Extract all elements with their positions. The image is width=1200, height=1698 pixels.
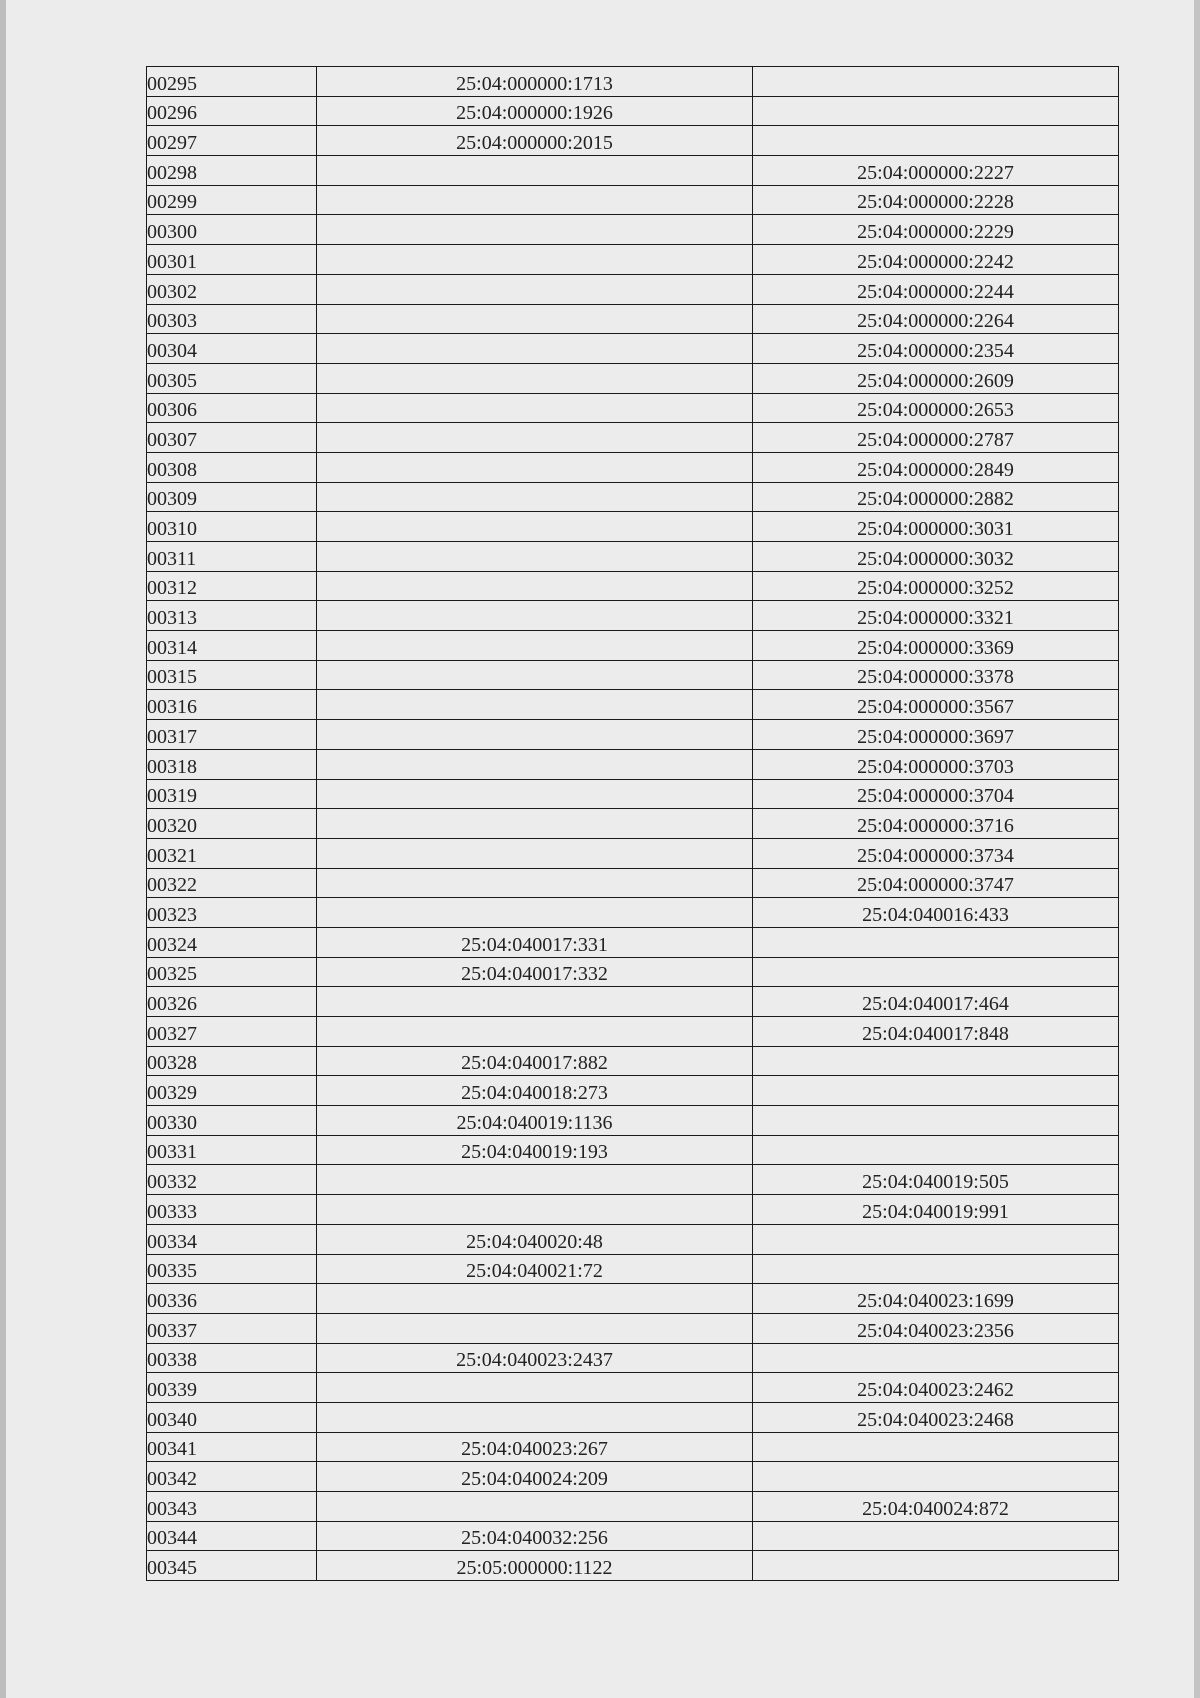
cadastral-number-cell-a	[317, 720, 753, 750]
cadastral-number-cell-a: 25:04:040020:48	[317, 1224, 753, 1254]
cadastral-number-cell-b	[753, 67, 1119, 97]
cadastral-number-cell-a: 25:04:000000:2015	[317, 126, 753, 156]
cadastral-number-cell-b	[753, 1343, 1119, 1373]
cadastral-number-cell-a	[317, 245, 753, 275]
cadastral-number-cell-b	[753, 1254, 1119, 1284]
table-row	[147, 957, 1119, 987]
table-row	[147, 1343, 1119, 1373]
row-number-cell: 00306	[147, 393, 317, 423]
cadastral-number-cell-b: 25:04:000000:3747	[753, 868, 1119, 898]
row-number-cell: 00345	[147, 1551, 317, 1581]
table-row	[147, 1017, 1119, 1047]
cadastral-number-cell-b	[753, 1076, 1119, 1106]
table-row	[147, 126, 1119, 156]
cadastral-number-cell-b: 25:04:000000:3703	[753, 749, 1119, 779]
table-row	[147, 571, 1119, 601]
cadastral-number-cell-b	[753, 1046, 1119, 1076]
row-number-cell: 00303	[147, 304, 317, 334]
row-number-cell: 00299	[147, 185, 317, 215]
cadastral-number-cell-a	[317, 631, 753, 661]
cadastral-number-cell-b: 25:04:000000:3704	[753, 779, 1119, 809]
cadastral-number-cell-b	[753, 1462, 1119, 1492]
cadastral-number-cell-a: 25:04:040017:882	[317, 1046, 753, 1076]
cadastral-number-cell-a	[317, 423, 753, 453]
cadastral-number-cell-b: 25:04:040024:872	[753, 1492, 1119, 1522]
table-row	[147, 1432, 1119, 1462]
row-number-cell: 00328	[147, 1046, 317, 1076]
row-number-cell: 00298	[147, 156, 317, 186]
row-number-cell: 00319	[147, 779, 317, 809]
cadastral-number-cell-a: 25:04:040018:273	[317, 1076, 753, 1106]
table-row	[147, 1313, 1119, 1343]
cadastral-number-cell-b	[753, 96, 1119, 126]
table-row	[147, 304, 1119, 334]
cadastral-number-cell-b: 25:04:040019:991	[753, 1195, 1119, 1225]
row-number-cell: 00334	[147, 1224, 317, 1254]
row-number-cell: 00310	[147, 512, 317, 542]
cadastral-number-cell-a	[317, 1492, 753, 1522]
row-number-cell: 00313	[147, 601, 317, 631]
table-row	[147, 1076, 1119, 1106]
cadastral-number-cell-a	[317, 749, 753, 779]
table-row	[147, 1521, 1119, 1551]
row-number-cell: 00312	[147, 571, 317, 601]
cadastral-number-cell-a	[317, 156, 753, 186]
cadastral-number-cell-a	[317, 660, 753, 690]
row-number-cell: 00304	[147, 334, 317, 364]
cadastral-number-cell-b	[753, 1521, 1119, 1551]
row-number-cell: 00340	[147, 1402, 317, 1432]
cadastral-number-cell-b: 25:04:000000:2354	[753, 334, 1119, 364]
row-number-cell: 00305	[147, 363, 317, 393]
cadastral-number-cell-a: 25:04:040032:256	[317, 1521, 753, 1551]
row-number-cell: 00297	[147, 126, 317, 156]
table-row	[147, 927, 1119, 957]
row-number-cell: 00308	[147, 452, 317, 482]
cadastral-number-cell-a	[317, 1165, 753, 1195]
cadastral-number-cell-b: 25:04:000000:2882	[753, 482, 1119, 512]
row-number-cell: 00324	[147, 927, 317, 957]
cadastral-number-cell-a	[317, 809, 753, 839]
row-number-cell: 00327	[147, 1017, 317, 1047]
table-row	[147, 1195, 1119, 1225]
row-number-cell: 00332	[147, 1165, 317, 1195]
cadastral-number-cell-b: 25:04:000000:2242	[753, 245, 1119, 275]
table-row	[147, 898, 1119, 928]
cadastral-number-cell-a: 25:04:000000:1926	[317, 96, 753, 126]
table-row	[147, 1373, 1119, 1403]
cadastral-number-cell-b: 25:04:000000:3697	[753, 720, 1119, 750]
table-row	[147, 334, 1119, 364]
cadastral-number-table	[146, 66, 1119, 1581]
cadastral-number-cell-a	[317, 838, 753, 868]
table-row	[147, 1224, 1119, 1254]
cadastral-number-cell-a: 25:04:040017:331	[317, 927, 753, 957]
cadastral-number-cell-b: 25:04:000000:2849	[753, 452, 1119, 482]
cadastral-number-cell-a	[317, 393, 753, 423]
row-number-cell: 00316	[147, 690, 317, 720]
cadastral-number-cell-b: 25:04:000000:3567	[753, 690, 1119, 720]
cadastral-number-cell-a	[317, 571, 753, 601]
cadastral-number-cell-b	[753, 1432, 1119, 1462]
row-number-cell: 00341	[147, 1432, 317, 1462]
table-row	[147, 987, 1119, 1017]
table-row	[147, 690, 1119, 720]
cadastral-number-cell-a: 25:04:040021:72	[317, 1254, 753, 1284]
table-row	[147, 1462, 1119, 1492]
table-row	[147, 1165, 1119, 1195]
row-number-cell: 00314	[147, 631, 317, 661]
row-number-cell: 00337	[147, 1313, 317, 1343]
cadastral-number-cell-a	[317, 690, 753, 720]
table-row	[147, 156, 1119, 186]
cadastral-number-cell-a: 25:04:040019:1136	[317, 1106, 753, 1136]
cadastral-number-cell-b: 25:04:000000:2264	[753, 304, 1119, 334]
cadastral-number-cell-b	[753, 1106, 1119, 1136]
table-row	[147, 245, 1119, 275]
cadastral-number-cell-b: 25:04:040019:505	[753, 1165, 1119, 1195]
cadastral-number-cell-b	[753, 1224, 1119, 1254]
cadastral-number-cell-a	[317, 512, 753, 542]
cadastral-number-cell-b: 25:04:000000:3378	[753, 660, 1119, 690]
table-row	[147, 1284, 1119, 1314]
cadastral-number-cell-b: 25:04:000000:2609	[753, 363, 1119, 393]
table-row	[147, 215, 1119, 245]
cadastral-number-cell-a: 25:04:040019:193	[317, 1135, 753, 1165]
cadastral-number-cell-b: 25:04:000000:3716	[753, 809, 1119, 839]
cadastral-number-cell-b	[753, 1551, 1119, 1581]
cadastral-number-cell-a: 25:04:040023:267	[317, 1432, 753, 1462]
cadastral-number-cell-b: 25:04:000000:3369	[753, 631, 1119, 661]
table-row	[147, 631, 1119, 661]
table-row	[147, 660, 1119, 690]
cadastral-number-cell-b: 25:04:040017:848	[753, 1017, 1119, 1047]
cadastral-number-cell-b: 25:04:000000:3031	[753, 512, 1119, 542]
table-row	[147, 274, 1119, 304]
table-row	[147, 720, 1119, 750]
table-row	[147, 809, 1119, 839]
table-row	[147, 868, 1119, 898]
row-number-cell: 00339	[147, 1373, 317, 1403]
cadastral-number-cell-a	[317, 1195, 753, 1225]
row-number-cell: 00335	[147, 1254, 317, 1284]
cadastral-number-cell-a	[317, 601, 753, 631]
scan-edge-right	[1194, 0, 1200, 1698]
table-row	[147, 1254, 1119, 1284]
row-number-cell: 00307	[147, 423, 317, 453]
cadastral-number-cell-b: 25:04:040023:2356	[753, 1313, 1119, 1343]
cadastral-number-cell-a	[317, 363, 753, 393]
cadastral-number-cell-a	[317, 1373, 753, 1403]
row-number-cell: 00320	[147, 809, 317, 839]
cadastral-number-cell-b: 25:04:000000:3032	[753, 542, 1119, 572]
cadastral-number-cell-b: 25:04:000000:3734	[753, 838, 1119, 868]
cadastral-number-cell-a: 25:05:000000:1122	[317, 1551, 753, 1581]
table-row	[147, 1551, 1119, 1581]
cadastral-number-cell-b	[753, 957, 1119, 987]
cadastral-number-cell-a	[317, 779, 753, 809]
table-row	[147, 1135, 1119, 1165]
row-number-cell: 00300	[147, 215, 317, 245]
row-number-cell: 00295	[147, 67, 317, 97]
row-number-cell: 00329	[147, 1076, 317, 1106]
row-number-cell: 00343	[147, 1492, 317, 1522]
row-number-cell: 00317	[147, 720, 317, 750]
cadastral-number-cell-a	[317, 1284, 753, 1314]
cadastral-number-cell-a: 25:04:040017:332	[317, 957, 753, 987]
table-row	[147, 542, 1119, 572]
row-number-cell: 00333	[147, 1195, 317, 1225]
table-row	[147, 838, 1119, 868]
table-row	[147, 749, 1119, 779]
cadastral-number-cell-a	[317, 215, 753, 245]
row-number-cell: 00336	[147, 1284, 317, 1314]
cadastral-number-cell-b: 25:04:000000:2228	[753, 185, 1119, 215]
row-number-cell: 00309	[147, 482, 317, 512]
cadastral-number-cell-a	[317, 1313, 753, 1343]
table-row	[147, 363, 1119, 393]
row-number-cell: 00302	[147, 274, 317, 304]
table-row	[147, 1492, 1119, 1522]
cadastral-number-cell-a	[317, 542, 753, 572]
cadastral-number-cell-a	[317, 482, 753, 512]
cadastral-number-cell-b: 25:04:000000:3252	[753, 571, 1119, 601]
row-number-cell: 00342	[147, 1462, 317, 1492]
cadastral-number-cell-b: 25:04:040016:433	[753, 898, 1119, 928]
cadastral-number-cell-a	[317, 274, 753, 304]
cadastral-number-cell-a	[317, 868, 753, 898]
table-row	[147, 423, 1119, 453]
table-row	[147, 1046, 1119, 1076]
table-row	[147, 1402, 1119, 1432]
table-row	[147, 512, 1119, 542]
table-row	[147, 185, 1119, 215]
cadastral-number-cell-a	[317, 452, 753, 482]
row-number-cell: 00311	[147, 542, 317, 572]
cadastral-number-cell-a	[317, 1017, 753, 1047]
cadastral-number-cell-a	[317, 304, 753, 334]
cadastral-number-cell-b: 25:04:040023:1699	[753, 1284, 1119, 1314]
cadastral-number-cell-a: 25:04:000000:1713	[317, 67, 753, 97]
cadastral-number-cell-a	[317, 898, 753, 928]
cadastral-number-cell-b: 25:04:000000:2787	[753, 423, 1119, 453]
document-page	[6, 0, 1194, 1698]
row-number-cell: 00323	[147, 898, 317, 928]
row-number-cell: 00321	[147, 838, 317, 868]
cadastral-number-cell-b: 25:04:000000:2229	[753, 215, 1119, 245]
table-row	[147, 482, 1119, 512]
cadastral-number-cell-b	[753, 927, 1119, 957]
cadastral-number-cell-b	[753, 126, 1119, 156]
cadastral-number-cell-b: 25:04:000000:2653	[753, 393, 1119, 423]
cadastral-number-cell-a	[317, 1402, 753, 1432]
table-row	[147, 96, 1119, 126]
cadastral-number-cell-b: 25:04:040017:464	[753, 987, 1119, 1017]
cadastral-number-cell-a	[317, 987, 753, 1017]
cadastral-number-cell-a	[317, 185, 753, 215]
cadastral-number-cell-b: 25:04:040023:2462	[753, 1373, 1119, 1403]
table-row	[147, 779, 1119, 809]
table-body	[147, 67, 1119, 1581]
cadastral-number-cell-a: 25:04:040023:2437	[317, 1343, 753, 1373]
row-number-cell: 00318	[147, 749, 317, 779]
row-number-cell: 00331	[147, 1135, 317, 1165]
cadastral-number-cell-a	[317, 334, 753, 364]
cadastral-number-cell-b: 25:04:000000:3321	[753, 601, 1119, 631]
cadastral-number-cell-b	[753, 1135, 1119, 1165]
table-row	[147, 452, 1119, 482]
row-number-cell: 00322	[147, 868, 317, 898]
table-row	[147, 393, 1119, 423]
cadastral-number-cell-b: 25:04:000000:2227	[753, 156, 1119, 186]
row-number-cell: 00330	[147, 1106, 317, 1136]
cadastral-number-cell-b: 25:04:040023:2468	[753, 1402, 1119, 1432]
row-number-cell: 00325	[147, 957, 317, 987]
table-row	[147, 1106, 1119, 1136]
cadastral-number-cell-a: 25:04:040024:209	[317, 1462, 753, 1492]
row-number-cell: 00296	[147, 96, 317, 126]
row-number-cell: 00315	[147, 660, 317, 690]
row-number-cell: 00338	[147, 1343, 317, 1373]
row-number-cell: 00326	[147, 987, 317, 1017]
cadastral-number-cell-b: 25:04:000000:2244	[753, 274, 1119, 304]
table-row	[147, 67, 1119, 97]
row-number-cell: 00344	[147, 1521, 317, 1551]
row-number-cell: 00301	[147, 245, 317, 275]
table-row	[147, 601, 1119, 631]
